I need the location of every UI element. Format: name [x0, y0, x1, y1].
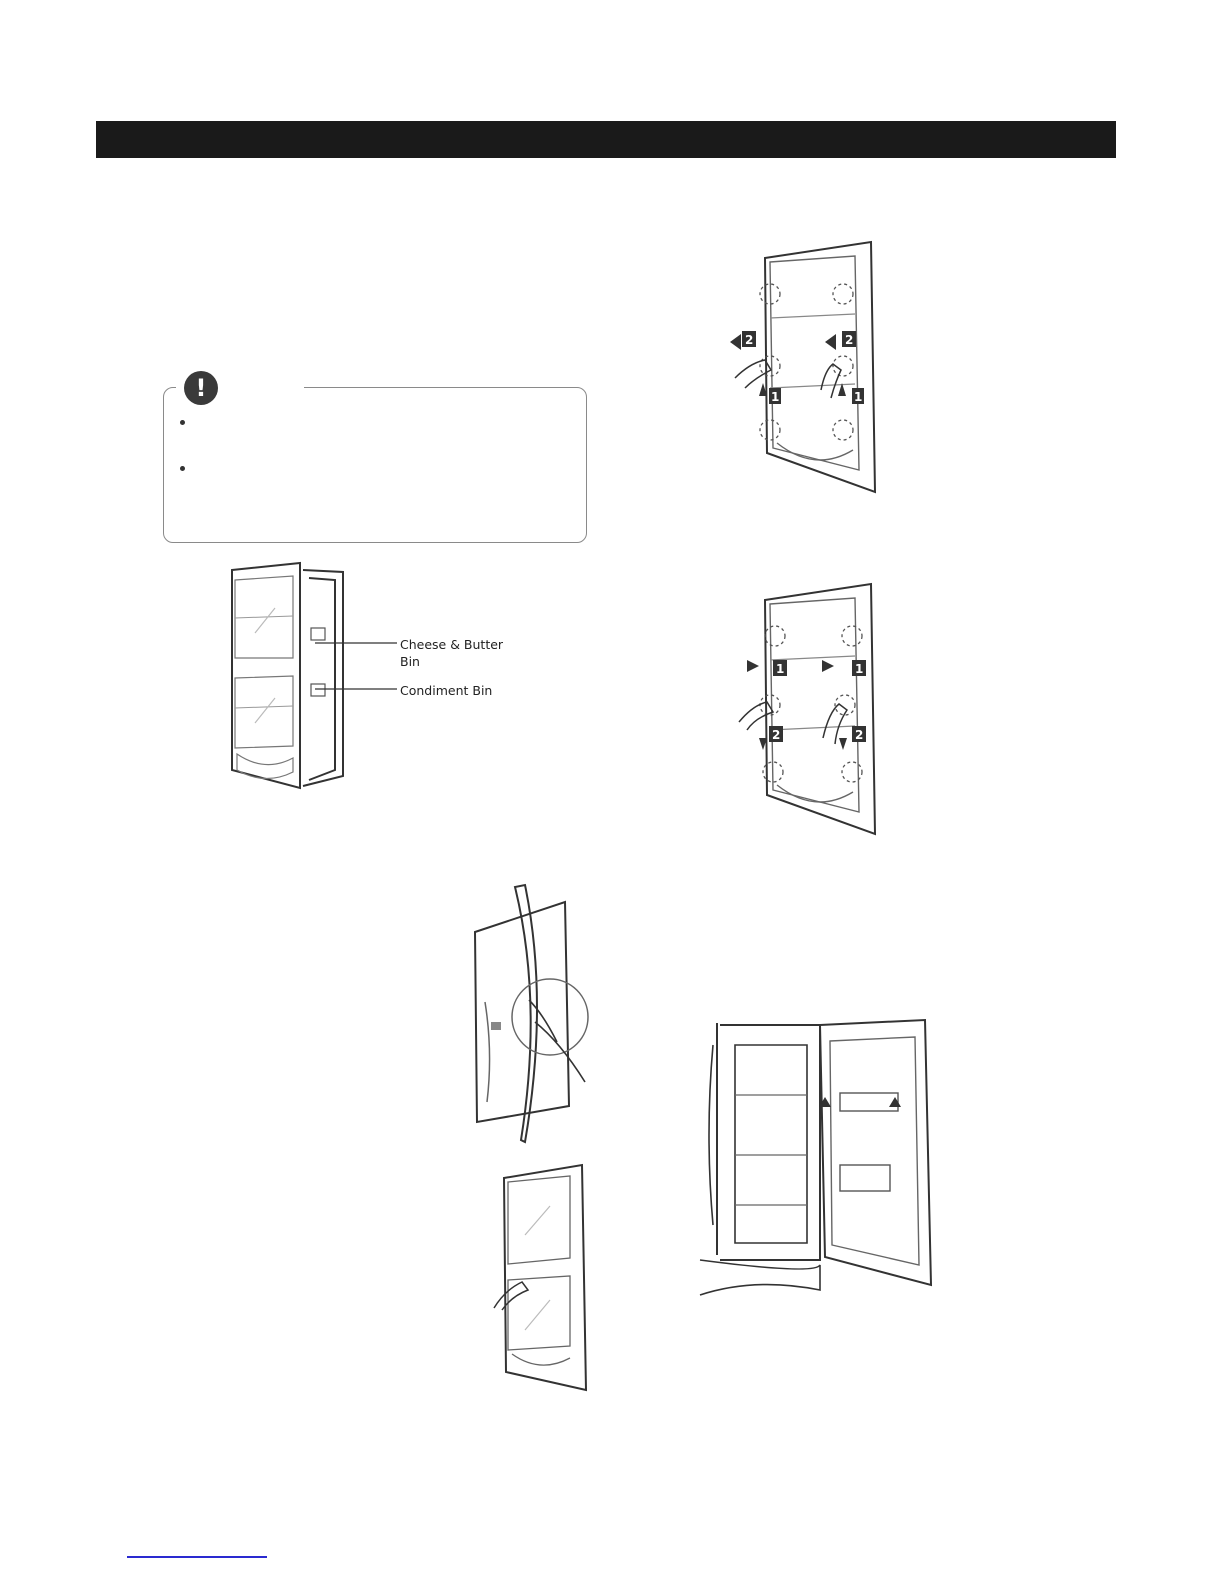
note-bullet-2: [180, 466, 185, 471]
svg-text:1: 1: [771, 390, 780, 404]
callout-cheese-butter-line2: Bin: [400, 654, 420, 669]
svg-text:2: 2: [855, 728, 864, 742]
door-install-illustration: [725, 580, 885, 840]
door-bin-lift-illustration: [490, 1160, 590, 1392]
refrigerator-open-illustration: [695, 1015, 935, 1300]
callout-cheese-butter-bin: [400, 636, 503, 670]
svg-text:1: 1: [776, 662, 785, 676]
svg-text:1: 1: [855, 662, 864, 676]
svg-text:2: 2: [845, 333, 854, 347]
svg-text:1: 1: [854, 390, 863, 404]
callout-lines: [315, 635, 400, 695]
section-header-bar: [96, 121, 1116, 158]
door-removal-illustration: [725, 238, 885, 498]
door-handle-press-illustration: [465, 882, 595, 1147]
note-box: [163, 387, 587, 543]
svg-text:2: 2: [745, 333, 754, 347]
callout-cheese-butter-line1: Cheese & Butter: [400, 637, 504, 652]
exclamation-icon: !: [184, 371, 218, 405]
callout-condiment-bin: Condiment Bin: [400, 683, 493, 698]
footer-link-underline: [127, 1556, 267, 1558]
svg-text:2: 2: [772, 728, 781, 742]
note-bullet-1: [180, 420, 185, 425]
